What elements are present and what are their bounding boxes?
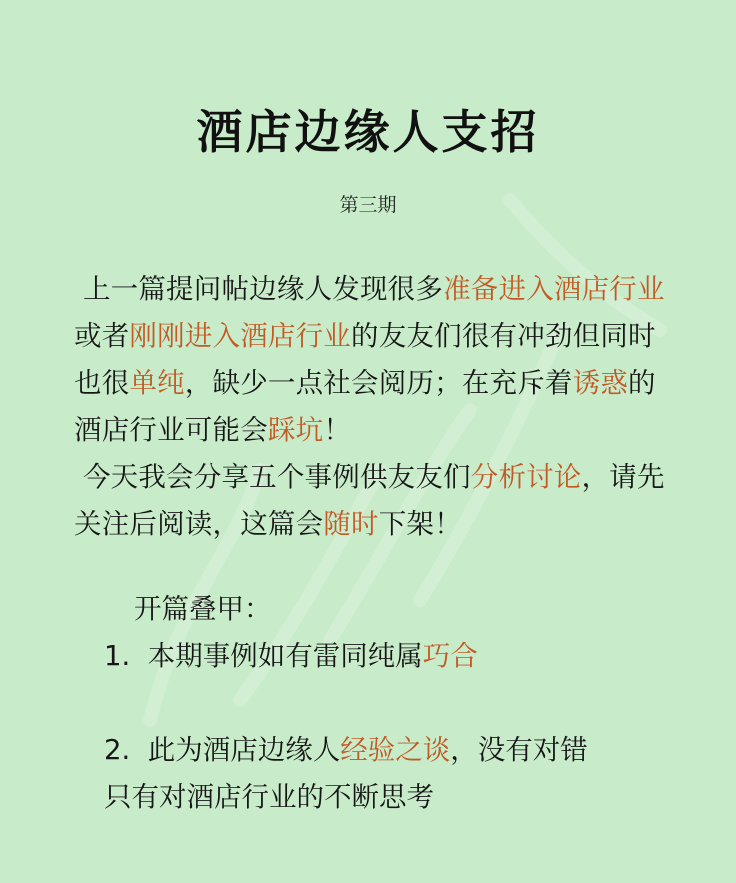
highlight-experience: 经验之谈 <box>340 734 451 766</box>
highlight-anytime: 随时 <box>323 508 379 540</box>
intro-paragraph <box>74 266 674 548</box>
disclaimer-heading: 开篇叠甲： <box>134 593 272 625</box>
item-text: 本期事例如有雷同纯属 <box>147 640 423 672</box>
intro-text-5: 的酒店行业可能会 <box>74 367 656 446</box>
intro2-text <box>74 454 674 548</box>
intro-text-4: ，缺少一点社会阅历；在充斥着 <box>184 367 573 399</box>
intro-text <box>74 266 674 454</box>
intro-text-1: 上一篇提问帖边缘人发现很多 <box>82 273 444 305</box>
intro2-text-2: ，请先关注后阅读，这篇会 <box>74 461 665 540</box>
item-text-rest: ，没有对错 <box>450 734 588 766</box>
item-number: 2. <box>104 734 131 766</box>
item-text: 此为酒店边缘人 <box>147 734 341 766</box>
intro2-text-3: 下架！ <box>378 508 462 540</box>
disclaimer-item-2 <box>104 727 704 774</box>
highlight-temptation: 诱惑 <box>572 367 629 399</box>
page-title: 酒店边缘人支招 <box>196 105 540 159</box>
highlight-just-entered: 刚刚进入酒店行业 <box>129 320 352 352</box>
item-number: 1. <box>104 640 131 672</box>
intro2-text-1: 今天我会分享五个事例供友友们 <box>82 461 471 493</box>
issue-label: 第三期 <box>339 194 397 216</box>
intro-text-3: 的友友们很有冲劲但同时也很 <box>74 320 656 399</box>
highlight-discuss: 分析讨论 <box>470 461 582 493</box>
disclaimer-item-1 <box>104 633 704 680</box>
intro-text-2: 或者 <box>74 320 130 352</box>
highlight-pitfall: 踩坑 <box>267 414 324 446</box>
highlight-naive: 单纯 <box>129 367 185 399</box>
disclaimer-section <box>104 586 704 821</box>
highlight-coincidence: 巧合 <box>422 640 478 672</box>
intro-text-6: ！ <box>323 414 352 446</box>
highlight-prepare-to-enter: 准备进入酒店行业 <box>443 273 665 305</box>
disclaimer-item-2-cont: 只有对酒店行业的不断思考 <box>104 781 434 813</box>
